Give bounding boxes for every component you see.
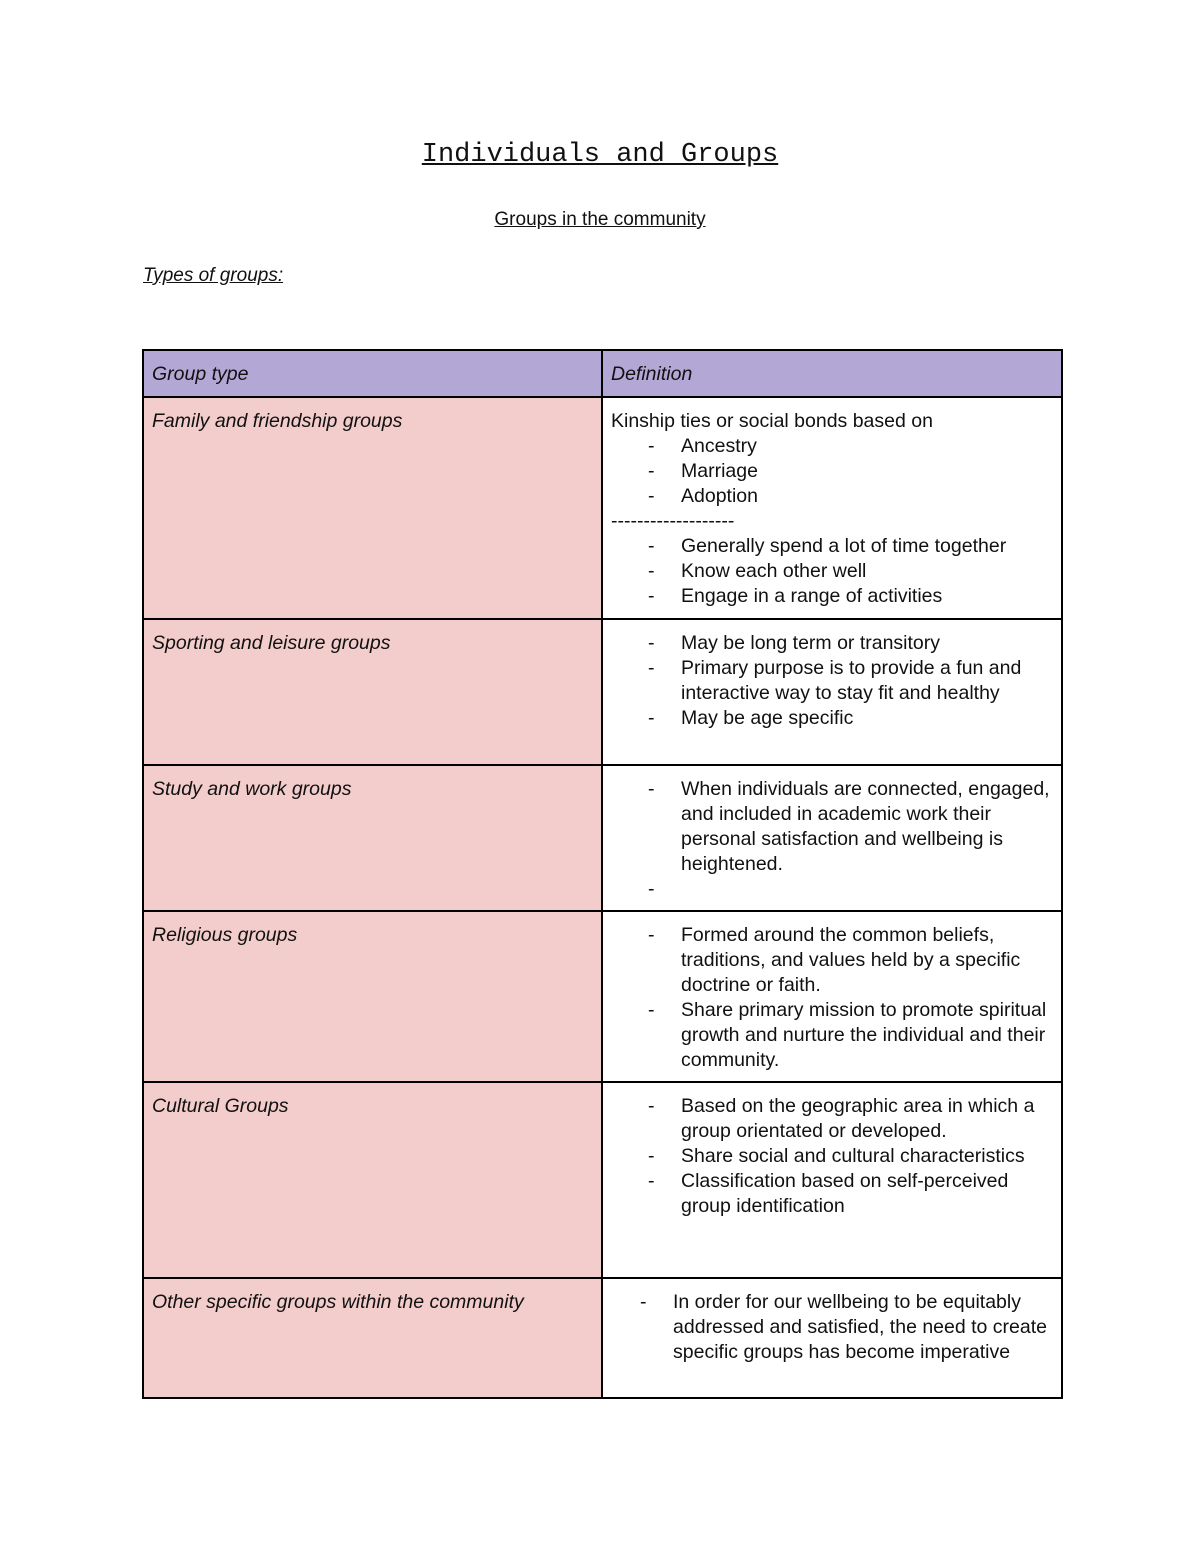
definition-list xyxy=(611,534,1053,609)
definition-cell xyxy=(602,911,1062,1082)
table-row xyxy=(143,1082,1062,1278)
list-item: - Share primary mission to promote spiritual growth and nurture the individual and their community. xyxy=(611,998,1053,1073)
table-row xyxy=(143,397,1062,619)
section-label: Types of groups: xyxy=(143,265,284,286)
group-type-cell: Cultural Groups xyxy=(143,1082,602,1278)
list-item: - Engage in a range of activities xyxy=(611,584,1053,609)
group-type-cell: Other specific groups within the community xyxy=(143,1278,602,1398)
list-item xyxy=(611,877,1053,902)
list-item: - Generally spend a lot of time together xyxy=(611,534,1053,559)
table-row xyxy=(143,765,1062,911)
list-item: - Formed around the common beliefs, traditions, and values held by a specific doctrine or faith. xyxy=(611,923,1053,998)
list-item: - Primary purpose is to provide a fun and interactive way to stay fit and healthy xyxy=(611,656,1053,706)
table-row xyxy=(143,1278,1062,1398)
definition-intro: Kinship ties or social bonds based on xyxy=(611,410,933,432)
list-item: - Know each other well xyxy=(611,559,1053,584)
definition-cell xyxy=(602,619,1062,765)
definition-cell xyxy=(602,765,1062,911)
list-item: - Share social and cultural characteristics xyxy=(611,1144,1053,1169)
table-header-row xyxy=(143,350,1062,397)
list-item: - Adoption xyxy=(611,484,1053,509)
header-group-type: Group type xyxy=(143,350,602,397)
list-item: - Based on the geographic area in which a group orientated or developed. xyxy=(611,1094,1053,1144)
definition-cell xyxy=(602,397,1062,619)
groups-table xyxy=(142,349,1063,1399)
document-title: Individuals and Groups xyxy=(421,140,779,170)
list-item: - May be age specific xyxy=(611,706,1053,731)
list-item: - Ancestry xyxy=(611,434,1053,459)
definition-list xyxy=(611,1290,1053,1365)
definition-list xyxy=(611,434,1053,509)
list-item: - May be long term or transitory xyxy=(611,631,1053,656)
group-type-cell: Family and friendship groups xyxy=(143,397,602,619)
separator-line: ------------------- xyxy=(611,510,735,532)
group-type-cell: Study and work groups xyxy=(143,765,602,911)
definition-list xyxy=(611,777,1053,902)
definition-cell xyxy=(602,1278,1062,1398)
group-type-cell: Sporting and leisure groups xyxy=(143,619,602,765)
table-row xyxy=(143,619,1062,765)
group-type-cell: Religious groups xyxy=(143,911,602,1082)
definition-cell xyxy=(602,1082,1062,1278)
document-subtitle: Groups in the community xyxy=(494,209,706,230)
header-definition: Definition xyxy=(602,350,1062,397)
list-item: - Marriage xyxy=(611,459,1053,484)
list-item: - In order for our wellbeing to be equitably addressed and satisfied, the need to create specific groups has become imperative xyxy=(611,1290,1053,1365)
definition-list xyxy=(611,631,1053,731)
definition-list xyxy=(611,923,1053,1073)
list-item: - When individuals are connected, engaged, and included in academic work their personal satisfaction and wellbeing is heightened. xyxy=(611,777,1053,877)
table-row xyxy=(143,911,1062,1082)
list-item: - Classification based on self-perceived group identification xyxy=(611,1169,1053,1219)
definition-list xyxy=(611,1094,1053,1219)
